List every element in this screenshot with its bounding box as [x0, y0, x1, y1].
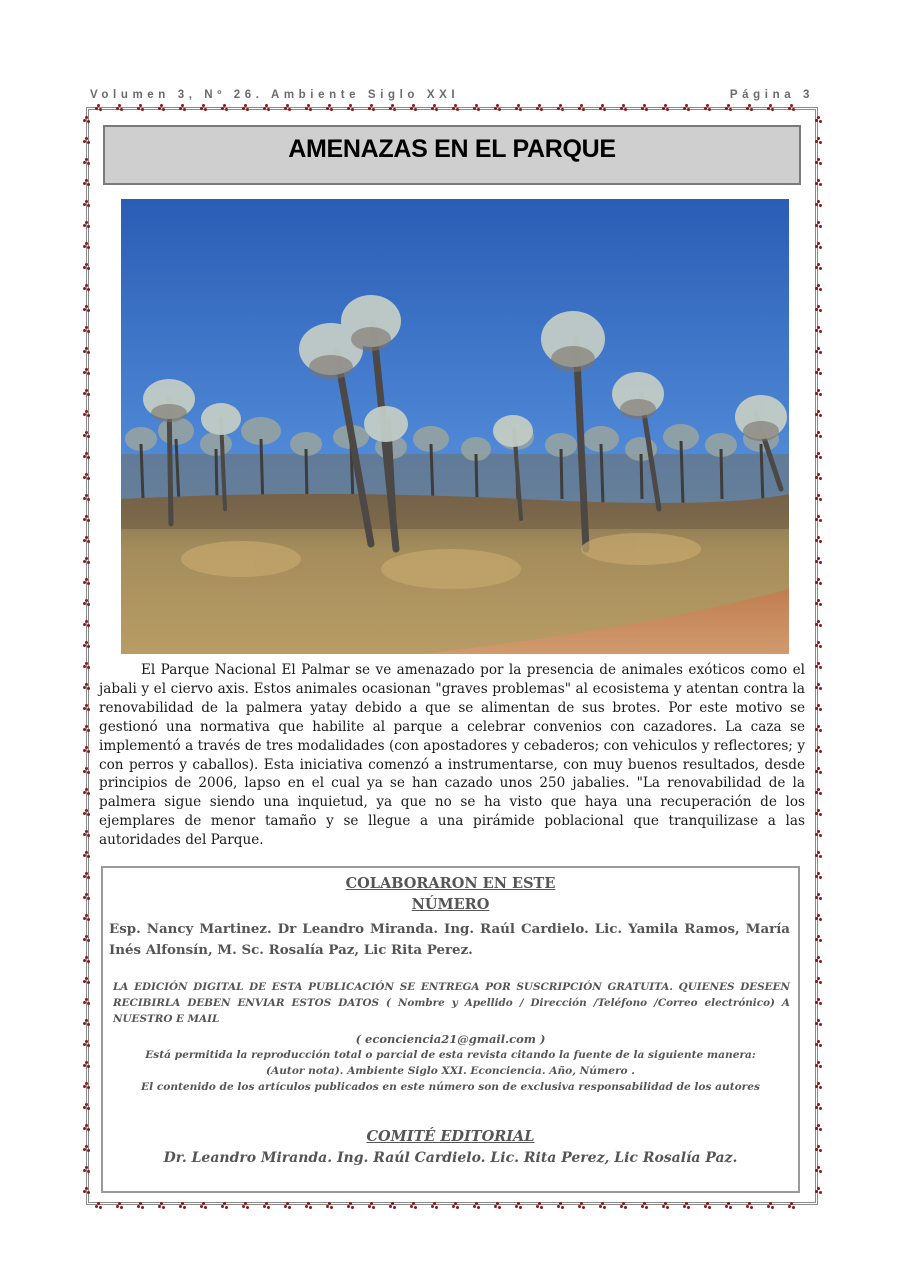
border-ornament-icon [83, 410, 90, 417]
border-ornament-icon [200, 104, 207, 111]
border-ornament-icon [137, 104, 144, 111]
page-number: Página 3 [729, 89, 814, 101]
border-ornament-icon [284, 1202, 291, 1209]
border-ornament-icon [368, 1202, 375, 1209]
border-ornament-icon [683, 104, 690, 111]
border-ornament-icon [83, 1019, 90, 1026]
border-ornament-icon [815, 305, 822, 312]
border-ornament-icon [83, 473, 90, 480]
border-ornament-icon [83, 683, 90, 690]
border-ornament-icon [158, 104, 165, 111]
border-ornament-icon [200, 1202, 207, 1209]
border-ornament-icon [83, 788, 90, 795]
border-ornament-icon [662, 1202, 669, 1209]
border-ornament-icon [815, 1145, 822, 1152]
border-ornament-icon [788, 1202, 795, 1209]
collaborators-heading: COLABORARON EN ESTE [345, 875, 556, 892]
border-ornament-icon [578, 1202, 585, 1209]
border-ornament-icon [815, 326, 822, 333]
border-ornament-icon [83, 557, 90, 564]
border-ornament-icon [242, 104, 249, 111]
border-ornament-icon [83, 851, 90, 858]
border-ornament-icon [83, 725, 90, 732]
border-ornament-icon [83, 242, 90, 249]
border-ornament-icon [515, 1202, 522, 1209]
border-ornament-icon [83, 599, 90, 606]
border-ornament-icon [815, 410, 822, 417]
border-ornament-icon [83, 1061, 90, 1068]
border-ornament-icon [815, 116, 822, 123]
border-ornament-icon [599, 1202, 606, 1209]
border-ornament-icon [815, 599, 822, 606]
editorial-committee-members: Dr. Leandro Miranda. Ing. Raúl Cardielo. Lic. Rita Perez, Lic Rosalía Paz. [163, 1150, 738, 1166]
border-ornament-icon [83, 746, 90, 753]
border-ornament-icon [83, 1145, 90, 1152]
issue-label: Volumen 3, Nº 26. Ambiente Siglo XXI [90, 89, 460, 101]
border-ornament-icon [83, 221, 90, 228]
border-ornament-icon [83, 137, 90, 144]
border-ornament-icon [83, 263, 90, 270]
border-ornament-icon [83, 305, 90, 312]
border-ornament-icon [284, 104, 291, 111]
border-ornament-icon [83, 893, 90, 900]
border-ornament-icon [242, 1202, 249, 1209]
border-ornament-icon [83, 620, 90, 627]
border-ornament-icon [815, 368, 822, 375]
border-ornament-icon [815, 998, 822, 1005]
border-ornament-icon [179, 1202, 186, 1209]
photo-illustration [121, 199, 789, 654]
border-ornament-icon [263, 1202, 270, 1209]
border-ornament-icon [410, 104, 417, 111]
border-ornament-icon [452, 1202, 459, 1209]
border-ornament-icon [746, 1202, 753, 1209]
contact-email: ( econciencia21@gmail.com ) [355, 1032, 546, 1046]
collaborators-heading-line2: NÚMERO [411, 896, 490, 913]
border-ornament-icon [83, 809, 90, 816]
border-ornament-icon [746, 104, 753, 111]
border-ornament-icon [83, 1124, 90, 1131]
border-ornament-icon [83, 158, 90, 165]
border-ornament-icon [116, 1202, 123, 1209]
border-ornament-icon [815, 1124, 822, 1131]
border-ornament-icon [815, 1166, 822, 1173]
border-ornament-icon [815, 1040, 822, 1047]
border-ornament-icon [347, 104, 354, 111]
border-ornament-icon [620, 104, 627, 111]
article-paragraph: El Parque Nacional El Palmar se ve amenazado por la presencia de animales exóticos como el jabali y el ciervo axis. Estos animales ocasionan "graves problemas" al ecosistema y atentan contra la renovabilidad de la palmera yatay debido a que se alimentan de sus brotes. Por este motivo se gestionó una normativa que habilite al parque a celebrar convenios con cazadores. La caza se implementó a través de tres modalidades (con apostadores y cebaderos; con vehiculos y reflectores; y con perros y caballos). Esta iniciativa comenzó a instrumentarse, con muy buenos resultados, desde principios de 2006, lapso en el cual ya se han cazado unos 250 jabalies. "La renovabilidad de la palmera sigue siendo una inquietud, ya que no se ha visto que haya una recuperación de los ejemplares de menor tamaño y se llegue a una pirámide poblacional que tranquilizase a las autoridades del Parque. [99, 662, 805, 849]
border-ornament-icon [641, 104, 648, 111]
border-ornament-icon [83, 284, 90, 291]
credits-box [101, 866, 800, 1193]
border-ornament-icon [767, 104, 774, 111]
border-ornament-icon [767, 1202, 774, 1209]
border-ornament-icon [83, 368, 90, 375]
border-ornament-icon [815, 1187, 822, 1194]
border-ornament-icon [83, 1187, 90, 1194]
running-header [90, 89, 814, 105]
border-ornament-icon [83, 578, 90, 585]
border-ornament-icon [815, 431, 822, 438]
border-ornament-icon [305, 104, 312, 111]
border-ornament-icon [83, 830, 90, 837]
border-ornament-icon [221, 1202, 228, 1209]
border-ornament-icon [305, 1202, 312, 1209]
border-ornament-icon [815, 620, 822, 627]
border-ornament-icon [410, 1202, 417, 1209]
border-ornament-icon [83, 326, 90, 333]
border-ornament-icon [83, 704, 90, 711]
border-ornament-icon [83, 347, 90, 354]
border-ornament-icon [326, 1202, 333, 1209]
border-ornament-icon [83, 956, 90, 963]
border-ornament-icon [83, 935, 90, 942]
responsibility-disclaimer: El contenido de los artículos publicados en este número son de exclusiva responsabilidad de los autores [141, 1081, 760, 1093]
border-ornament-icon [83, 116, 90, 123]
border-ornament-icon [137, 1202, 144, 1209]
border-ornament-icon [815, 1103, 822, 1110]
border-ornament-icon [536, 1202, 543, 1209]
border-ornament-icon [83, 914, 90, 921]
border-ornament-icon [83, 515, 90, 522]
border-ornament-icon [815, 683, 822, 690]
border-ornament-icon [599, 104, 606, 111]
border-ornament-icon [179, 104, 186, 111]
border-ornament-icon [83, 452, 90, 459]
border-ornament-icon [95, 104, 102, 111]
border-ornament-icon [83, 1166, 90, 1173]
border-ornament-icon [431, 104, 438, 111]
border-ornament-icon [494, 1202, 501, 1209]
border-ornament-icon [815, 851, 822, 858]
citation-format: (Autor nota). Ambiente Siglo XXI. Econciencia. Año, Número . [266, 1065, 635, 1077]
border-ornament-icon [368, 104, 375, 111]
border-ornament-icon [347, 1202, 354, 1209]
border-ornament-icon [83, 662, 90, 669]
border-ornament-icon [452, 104, 459, 111]
border-ornament-icon [815, 389, 822, 396]
border-ornament-icon [83, 641, 90, 648]
border-ornament-icon [83, 179, 90, 186]
border-ornament-icon [815, 704, 822, 711]
border-ornament-icon [221, 104, 228, 111]
border-ornament-icon [815, 179, 822, 186]
border-ornament-icon [815, 494, 822, 501]
border-ornament-icon [815, 830, 822, 837]
border-ornament-icon [815, 515, 822, 522]
border-ornament-icon [788, 104, 795, 111]
border-ornament-icon [815, 221, 822, 228]
border-ornament-icon [515, 104, 522, 111]
article-title-box [103, 125, 801, 185]
border-ornament-icon [683, 1202, 690, 1209]
border-ornament-icon [815, 956, 822, 963]
border-ornament-icon [815, 536, 822, 543]
border-ornament-icon [620, 1202, 627, 1209]
border-ornament-icon [473, 104, 480, 111]
border-ornament-icon [662, 104, 669, 111]
border-ornament-icon [815, 935, 822, 942]
border-ornament-icon [83, 767, 90, 774]
border-ornament-icon [815, 641, 822, 648]
collaborators-list: Esp. Nancy Martinez. Dr Leandro Miranda. Ing. Raúl Cardielo. Lic. Yamila Ramos, María Inés Alfonsín, M. Sc. Rosalía Paz, Lic Rita Perez. [109, 921, 790, 958]
border-ornament-icon [815, 788, 822, 795]
border-ornament-icon [494, 104, 501, 111]
article-body [99, 661, 805, 850]
article-title: AMENAZAS EN EL PARQUE [288, 135, 616, 163]
border-ornament-icon [815, 137, 822, 144]
border-ornament-icon [815, 977, 822, 984]
border-ornament-icon [83, 389, 90, 396]
border-ornament-icon [83, 977, 90, 984]
border-ornament-icon [725, 1202, 732, 1209]
border-ornament-icon [815, 1082, 822, 1089]
border-ornament-icon [815, 914, 822, 921]
editorial-committee-heading: COMITÉ EDITORIAL [366, 1128, 535, 1145]
border-ornament-icon [263, 104, 270, 111]
border-ornament-icon [815, 767, 822, 774]
border-ornament-icon [815, 809, 822, 816]
border-ornament-icon [83, 494, 90, 501]
border-ornament-icon [815, 200, 822, 207]
border-ornament-icon [815, 872, 822, 879]
subscription-notice: LA EDICIÓN DIGITAL DE ESTA PUBLICACIÓN SE ENTREGA POR SUSCRIPCIÓN GRATUITA. QUIENES DESEEN RECIBIRLA DEBEN ENVIAR ESTOS DATOS ( Nombre y Apellido / Dirección /Teléfono /Correo electrónico) A NUESTRO E MAIL [113, 981, 790, 1025]
border-ornament-icon [725, 104, 732, 111]
border-ornament-icon [815, 746, 822, 753]
border-ornament-icon [389, 104, 396, 111]
border-ornament-icon [815, 452, 822, 459]
border-ornament-icon [815, 473, 822, 480]
reproduction-notice: Está permitida la reproducción total o parcial de esta revista citando la fuente de la siguiente manera: [145, 1049, 756, 1061]
border-ornament-icon [83, 200, 90, 207]
border-ornament-icon [815, 158, 822, 165]
border-ornament-icon [815, 284, 822, 291]
border-ornament-icon [326, 104, 333, 111]
border-ornament-icon [83, 998, 90, 1005]
border-ornament-icon [83, 1103, 90, 1110]
border-ornament-icon [815, 347, 822, 354]
border-ornament-icon [95, 1202, 102, 1209]
border-ornament-icon [815, 1061, 822, 1068]
border-ornament-icon [557, 1202, 564, 1209]
border-ornament-icon [641, 1202, 648, 1209]
border-ornament-icon [536, 104, 543, 111]
border-ornament-icon [83, 431, 90, 438]
border-ornament-icon [83, 536, 90, 543]
border-ornament-icon [389, 1202, 396, 1209]
border-ornament-icon [578, 104, 585, 111]
border-ornament-icon [557, 104, 564, 111]
border-ornament-icon [83, 872, 90, 879]
border-ornament-icon [473, 1202, 480, 1209]
border-ornament-icon [815, 1019, 822, 1026]
border-ornament-icon [704, 1202, 711, 1209]
border-ornament-icon [815, 242, 822, 249]
border-ornament-icon [815, 893, 822, 900]
border-ornament-icon [83, 1082, 90, 1089]
palm-grove-photo [121, 199, 789, 654]
border-ornament-icon [815, 725, 822, 732]
border-ornament-icon [815, 263, 822, 270]
border-ornament-icon [158, 1202, 165, 1209]
border-ornament-icon [815, 578, 822, 585]
border-ornament-icon [83, 1040, 90, 1047]
border-ornament-icon [704, 104, 711, 111]
border-ornament-icon [116, 104, 123, 111]
border-ornament-icon [815, 662, 822, 669]
border-ornament-icon [815, 557, 822, 564]
border-ornament-icon [431, 1202, 438, 1209]
